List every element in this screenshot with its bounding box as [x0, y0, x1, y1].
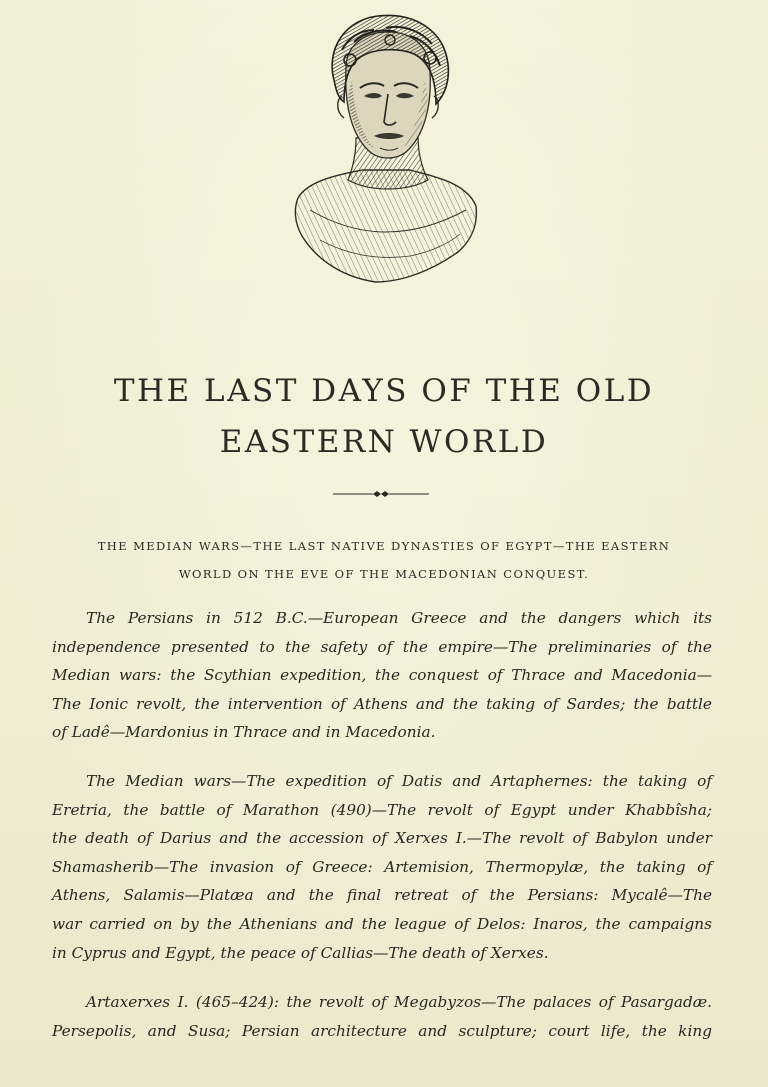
paragraph-line: Artaxerxes I. (465–424): the revolt of Megabyzos—The palaces of Pasargadæ.: [86, 993, 712, 1011]
paragraph-line: the death of Darius and the accession of Xerxes I.—The revolt of Babylon under: [52, 829, 712, 848]
paragraph-line: Persepolis, and Susa; Persian architecture and sculpture; court life, the king: [52, 1021, 712, 1040]
paragraph-line: in Cyprus and Egypt, the peace of Callias—The death of Xerxes.: [52, 943, 549, 962]
paragraph-line: Athens, Salamis—Platæa and the final retreat of the Persians: Mycalê—The: [52, 886, 712, 905]
bust-portrait-illustration: [290, 10, 482, 290]
paragraph-line: war carried on by the Athenians and the league of Delos: Inaros, the campaigns: [52, 914, 712, 933]
paragraph-line: Shamasherib—The invasion of Greece: Artemision, Thermopylæ, the taking of: [52, 857, 712, 876]
chapter-summary-line-1: THE MEDIAN WARS—THE LAST NATIVE DYNASTIES OF EGYPT—THE EASTERN: [97, 539, 671, 553]
paragraph-line: of Ladê—Mardonius in Thrace and in Macedonia.: [52, 723, 436, 742]
paragraph-line: The Median wars—The expedition of Datis and Artaphernes: the taking of: [86, 772, 712, 790]
summary-paragraph-1: [52, 604, 712, 747]
chapter-title-line-1: THE LAST DAYS OF THE OLD: [113, 373, 655, 409]
ornamental-rule-divider: [333, 487, 429, 501]
paragraph-line: Eretria, the battle of Marathon (490)—The revolt of Egypt under Khabbîsha;: [52, 800, 712, 819]
paragraph-line: The Persians in 512 B.C.—European Greece and the dangers which its: [86, 609, 712, 627]
summary-paragraph-2: [52, 767, 712, 967]
paragraph-line: independence presented to the safety of the empire—The preliminaries of the: [52, 637, 712, 656]
paragraph-line: Median wars: the Scythian expedition, the conquest of Thrace and Macedonia—: [52, 666, 712, 685]
paragraph-line: The Ionic revolt, the intervention of Athens and the taking of Sardes; the battle: [52, 694, 712, 713]
summary-paragraph-3: [52, 988, 712, 1045]
chapter-summary-line-2: WORLD ON THE EVE OF THE MACEDONIAN CONQUEST.: [178, 567, 590, 581]
chapter-title-line-2: EASTERN WORLD: [219, 424, 549, 460]
